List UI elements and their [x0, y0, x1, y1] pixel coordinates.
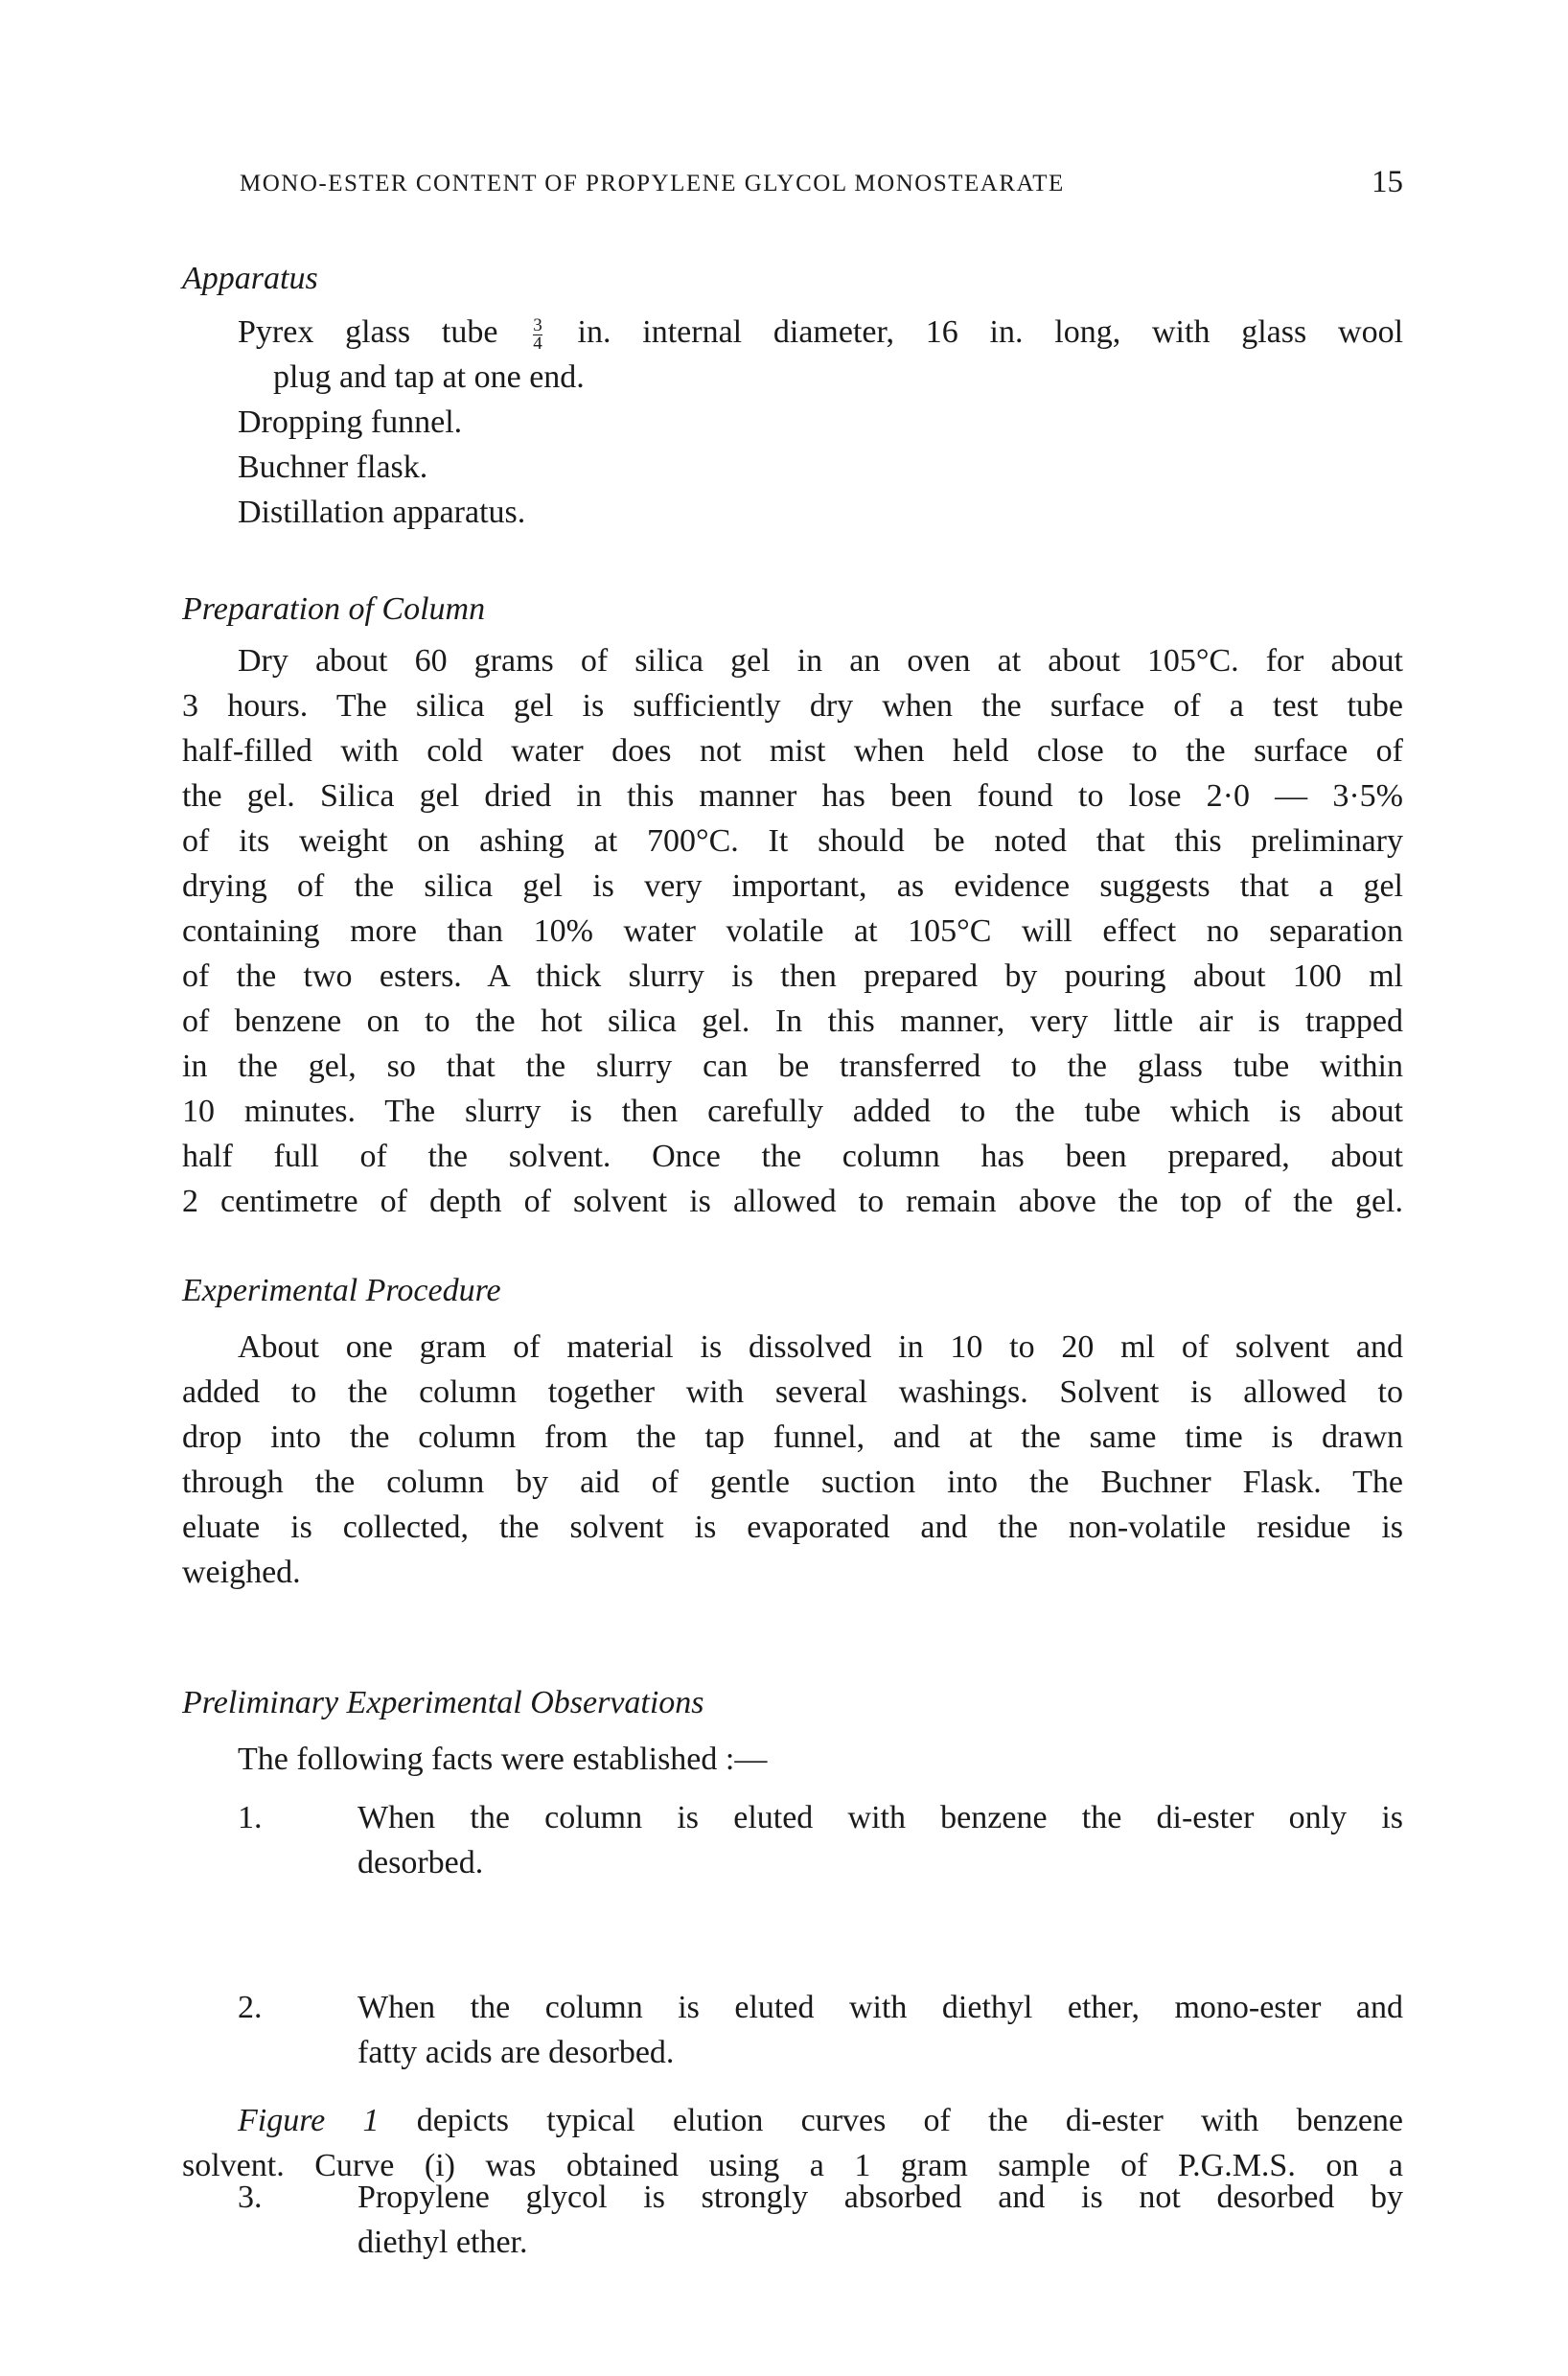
- text-line: When the column is eluted with benzene the di-ester only is: [357, 1800, 1403, 1835]
- apparatus-list: [182, 310, 1403, 535]
- apparatus-heading: Apparatus: [182, 261, 318, 296]
- page-number: 15: [1372, 165, 1403, 199]
- tube-text-rest: in. internal diameter, 16 in. long, with glass wool: [577, 314, 1404, 350]
- list-item: [182, 2175, 1403, 2265]
- figure-line-text: depicts typical elution curves of the di-ester with benzene: [416, 2103, 1404, 2138]
- running-title: MONO-ESTER CONTENT OF PROPYLENE GLYCOL MONOSTEARATE: [240, 171, 1065, 196]
- text-line: fatty acids are desorbed.: [357, 2035, 675, 2070]
- list-number: 3.: [238, 2180, 263, 2215]
- fraction-numerator: 3: [533, 314, 542, 335]
- text-line: through the column by aid of gentle suction into the Buchner Flask. The: [182, 1465, 1403, 1500]
- preparation-heading: Preparation of Column: [182, 591, 486, 627]
- text-line: of its weight on ashing at 700°C. It should be noted that this preliminary: [182, 823, 1403, 859]
- text-line: in the gel, so that the slurry can be transferred to the glass tube within: [182, 1049, 1403, 1084]
- tube-text: Pyrex glass tube: [238, 314, 498, 350]
- text-line: When the column is eluted with diethyl ether, mono-ester and: [357, 1990, 1403, 2025]
- fraction: [533, 314, 542, 354]
- text-line: 10 minutes. The slurry is then carefully added to the tube which is about: [182, 1094, 1403, 1129]
- apparatus-item-flask: Buchner flask.: [238, 450, 428, 485]
- text-line: Propylene glycol is strongly absorbed and is not desorbed by: [357, 2180, 1403, 2215]
- text-line: half full of the solvent. Once the column has been prepared, about: [182, 1139, 1403, 1174]
- list-number: 2.: [238, 1990, 263, 2025]
- fraction-denominator: 4: [533, 333, 542, 354]
- text-line: About one gram of material is dissolved in 10 to 20 ml of solvent and: [238, 1329, 1403, 1365]
- figure-reference: Figure 1: [238, 2103, 380, 2138]
- procedure-paragraph: [182, 1325, 1403, 1595]
- observations-heading: Preliminary Experimental Observations: [182, 1685, 704, 1720]
- text-line: the gel. Silica gel dried in this manner has been found to lose 2·0 — 3·5%: [182, 778, 1403, 814]
- text-line: solvent. Curve (i) was obtained using a 1 gram sample of P.G.M.S. on a: [182, 2148, 1403, 2183]
- text-line: eluate is collected, the solvent is evaporated and the non-volatile residue is: [182, 1510, 1403, 1545]
- procedure-heading: Experimental Procedure: [182, 1273, 501, 1308]
- text-line: half-filled with cold water does not mist when held close to the surface of: [182, 733, 1403, 769]
- text-line: Dry about 60 grams of silica gel in an oven at about 105°C. for about: [238, 643, 1403, 679]
- list-item: [182, 1795, 1403, 1885]
- apparatus-item-funnel: Dropping funnel.: [238, 404, 463, 440]
- figure-paragraph: [182, 2098, 1403, 2188]
- text-line: weighed.: [182, 1555, 301, 1590]
- text-line: added to the column together with several washings. Solvent is allowed to: [182, 1374, 1403, 1410]
- preparation-paragraph: [182, 638, 1403, 1224]
- observations-intro: [182, 1737, 1403, 1782]
- apparatus-item-tube-cont: plug and tap at one end.: [273, 359, 585, 395]
- text-line: [182, 2098, 1403, 2143]
- apparatus-item-distillation: Distillation apparatus.: [238, 495, 526, 530]
- apparatus-item-tube: [182, 310, 1403, 355]
- text-line: 2 centimetre of depth of solvent is allowed to remain above the top of the gel.: [182, 1184, 1403, 1219]
- text-line: The following facts were established :—: [238, 1742, 768, 1777]
- text-line: of the two esters. A thick slurry is then prepared by pouring about 100 ml: [182, 958, 1403, 994]
- text-line: drop into the column from the tap funnel, and at the same time is drawn: [182, 1419, 1403, 1455]
- list-number: 1.: [238, 1800, 263, 1835]
- list-item: [182, 1985, 1403, 2075]
- text-line: desorbed.: [357, 1845, 484, 1880]
- text-line: drying of the silica gel is very important, as evidence suggests that a gel: [182, 868, 1403, 904]
- running-header: [240, 165, 1403, 203]
- text-line: 3 hours. The silica gel is sufficiently dry when the surface of a test tube: [182, 688, 1403, 724]
- text-line: of benzene on to the hot silica gel. In this manner, very little air is trapped: [182, 1003, 1403, 1039]
- text-line: diethyl ether.: [357, 2225, 528, 2260]
- text-line: containing more than 10% water volatile at 105°C will effect no separation: [182, 913, 1403, 949]
